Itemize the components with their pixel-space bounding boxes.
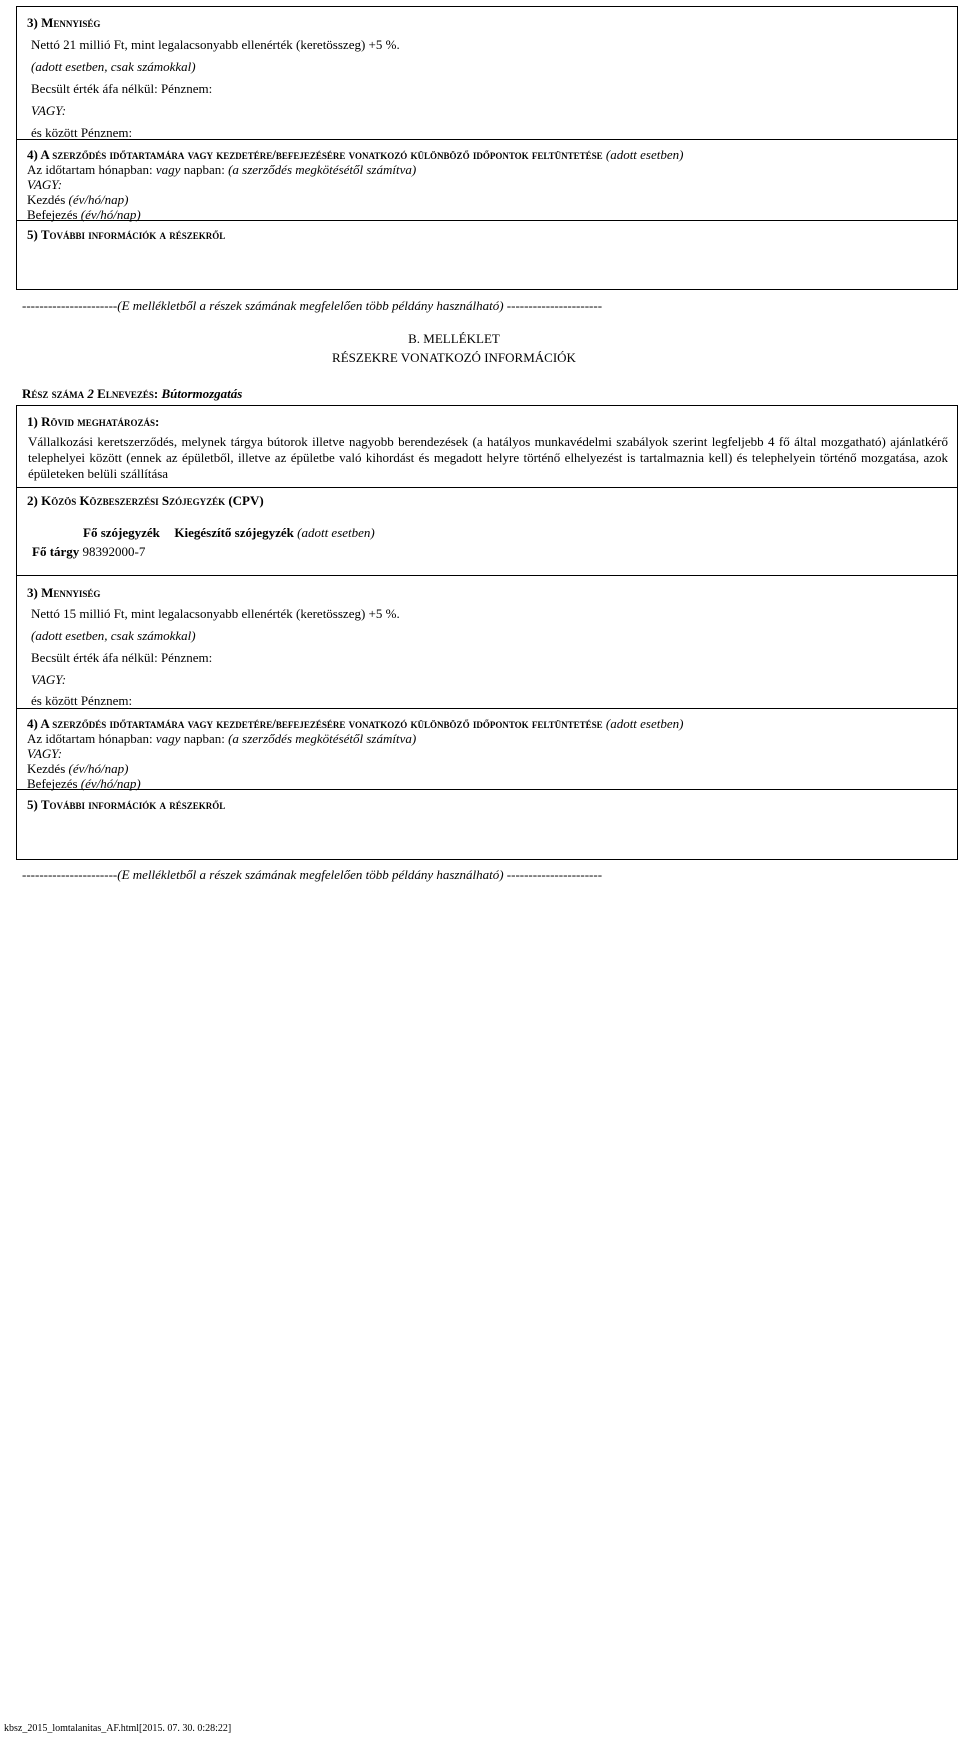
duration-or-word: vagy — [155, 162, 181, 177]
end-format: (év/hó/nap) — [80, 776, 141, 791]
start-date — [27, 192, 128, 207]
quantity-box-2 — [16, 576, 958, 709]
annex-subtitle: RÉSZEKRE VONATKOZÓ INFORMÁCIÓK — [332, 350, 576, 365]
short-desc-box — [16, 405, 958, 488]
duration-heading — [27, 716, 683, 731]
duration-or-word: vagy — [155, 731, 181, 746]
estimated-value: Becsült érték áfa nélkül: Pénznem: — [31, 650, 213, 665]
main-vocab-label: Fő szójegyzék — [83, 525, 160, 540]
more-info-heading: 5) További információk a részekről — [27, 797, 226, 812]
start-date — [27, 761, 128, 776]
short-desc-heading: 1) Rövid meghatározás: — [27, 414, 160, 429]
end-format: (év/hó/nap) — [80, 207, 141, 222]
main-object-label: Fő tárgy — [32, 544, 80, 559]
more-info-heading: 5) További információk a részekről — [27, 227, 226, 242]
quantity-heading: 3) Mennyiség — [27, 585, 101, 600]
duration-months-label: Az időtartam hónapban: — [27, 731, 153, 746]
quantity-text: Nettó 15 millió Ft, mint legalacsonyabb ellenérték (keretösszeg) +5 %. — [31, 606, 400, 621]
duration-months-label: Az időtartam hónapban: — [27, 162, 153, 177]
duration-heading-suffix: (adott esetben) — [605, 147, 684, 162]
short-desc-text: Vállalkozási keretszerződés, melynek tárgya bútorok illetve nagyobb berendezések (a hatályos munkavédelmi szabályok szerint legfeljebb 4 fő által mozgatható) ajánlatkérő telephelyei között (ennek az épületből, illetve az épületbe való kihordást és megadott helyre történő elhelyezést is tartalmaznia kell) és telephelyein történő mozgatása, azok épületeken belüli szállítása — [28, 434, 948, 481]
duration-days-label: napban: — [183, 162, 225, 177]
end-date — [27, 207, 141, 222]
quantity-heading: 3) Mennyiség — [27, 15, 101, 30]
start-format: (év/hó/nap) — [68, 761, 129, 776]
duration-heading — [27, 147, 683, 162]
page-footer: kbsz_2015_lomtalanitas_AF.html[2015. 07. 30. 0:28:22] — [4, 1723, 232, 1734]
or-label: VAGY: — [31, 103, 67, 118]
or-label: VAGY: — [27, 746, 63, 761]
duration-heading-suffix: (adott esetben) — [605, 716, 684, 731]
part-number-label: Rész száma — [22, 386, 85, 401]
duration-line — [27, 731, 416, 746]
cpv-box — [16, 488, 958, 576]
part-name: Bútormozgatás — [161, 386, 243, 401]
end-label: Befejezés — [27, 776, 78, 791]
or-label: VAGY: — [31, 672, 67, 687]
start-format: (év/hó/nap) — [68, 192, 129, 207]
quantity-optional: (adott esetben, csak számokkal) — [31, 59, 196, 74]
cpv-main-object — [32, 544, 145, 559]
end-date — [27, 776, 141, 791]
supp-vocab-suffix: (adott esetben) — [297, 525, 375, 540]
range-currency: és között Pénznem: — [31, 125, 133, 140]
duration-days-label: napban: — [183, 731, 225, 746]
quantity-optional: (adott esetben, csak számokkal) — [31, 628, 196, 643]
cpv-code: 98392000-7 — [82, 544, 146, 559]
duration-box-2 — [16, 709, 958, 790]
cpv-heading — [27, 493, 264, 508]
duration-from-signing: (a szerződés megkötésétől számítva) — [228, 731, 417, 746]
more-info-box-1 — [16, 221, 958, 290]
cpv-heading-text: 2) Közös Közbeszerzési Szójegyzék (CPV) — [27, 493, 264, 508]
duration-line — [27, 162, 416, 177]
supp-vocab-label: Kiegészítő szójegyzék — [174, 525, 294, 540]
estimated-value: Becsült érték áfa nélkül: Pénznem: — [31, 81, 213, 96]
annex-title: B. MELLÉKLET — [408, 331, 500, 346]
duration-from-signing: (a szerződés megkötésétől számítva) — [228, 162, 417, 177]
start-label: Kezdés — [27, 761, 66, 776]
more-info-box-2 — [16, 790, 958, 860]
separator-text: ----------------------(E mellékletből a részek számának megfelelően több példány használható) ---------------------- — [22, 867, 603, 882]
or-label: VAGY: — [27, 177, 63, 192]
end-label: Befejezés — [27, 207, 78, 222]
part-number: 2 — [87, 386, 94, 401]
duration-box-1 — [16, 140, 958, 221]
duration-heading-text: 4) A szerződés időtartamára vagy kezdetére/befejezésére vonatkozó különböző időpontok feltüntetése — [27, 147, 603, 162]
separator-text: ----------------------(E mellékletből a részek számának megfelelően több példány használható) ---------------------- — [22, 298, 603, 313]
part-header — [22, 386, 242, 401]
separator-2 — [22, 867, 602, 882]
start-label: Kezdés — [27, 192, 66, 207]
part-name-label: Elnevezés: — [97, 386, 159, 401]
quantity-text: Nettó 21 millió Ft, mint legalacsonyabb ellenérték (keretösszeg) +5 %. — [31, 37, 400, 52]
quantity-box-1 — [16, 6, 958, 140]
separator-1 — [22, 298, 602, 313]
duration-heading-text: 4) A szerződés időtartamára vagy kezdetére/befejezésére vonatkozó különböző időpontok feltüntetése — [27, 716, 603, 731]
range-currency: és között Pénznem: — [31, 693, 133, 708]
cpv-columns — [83, 525, 375, 540]
